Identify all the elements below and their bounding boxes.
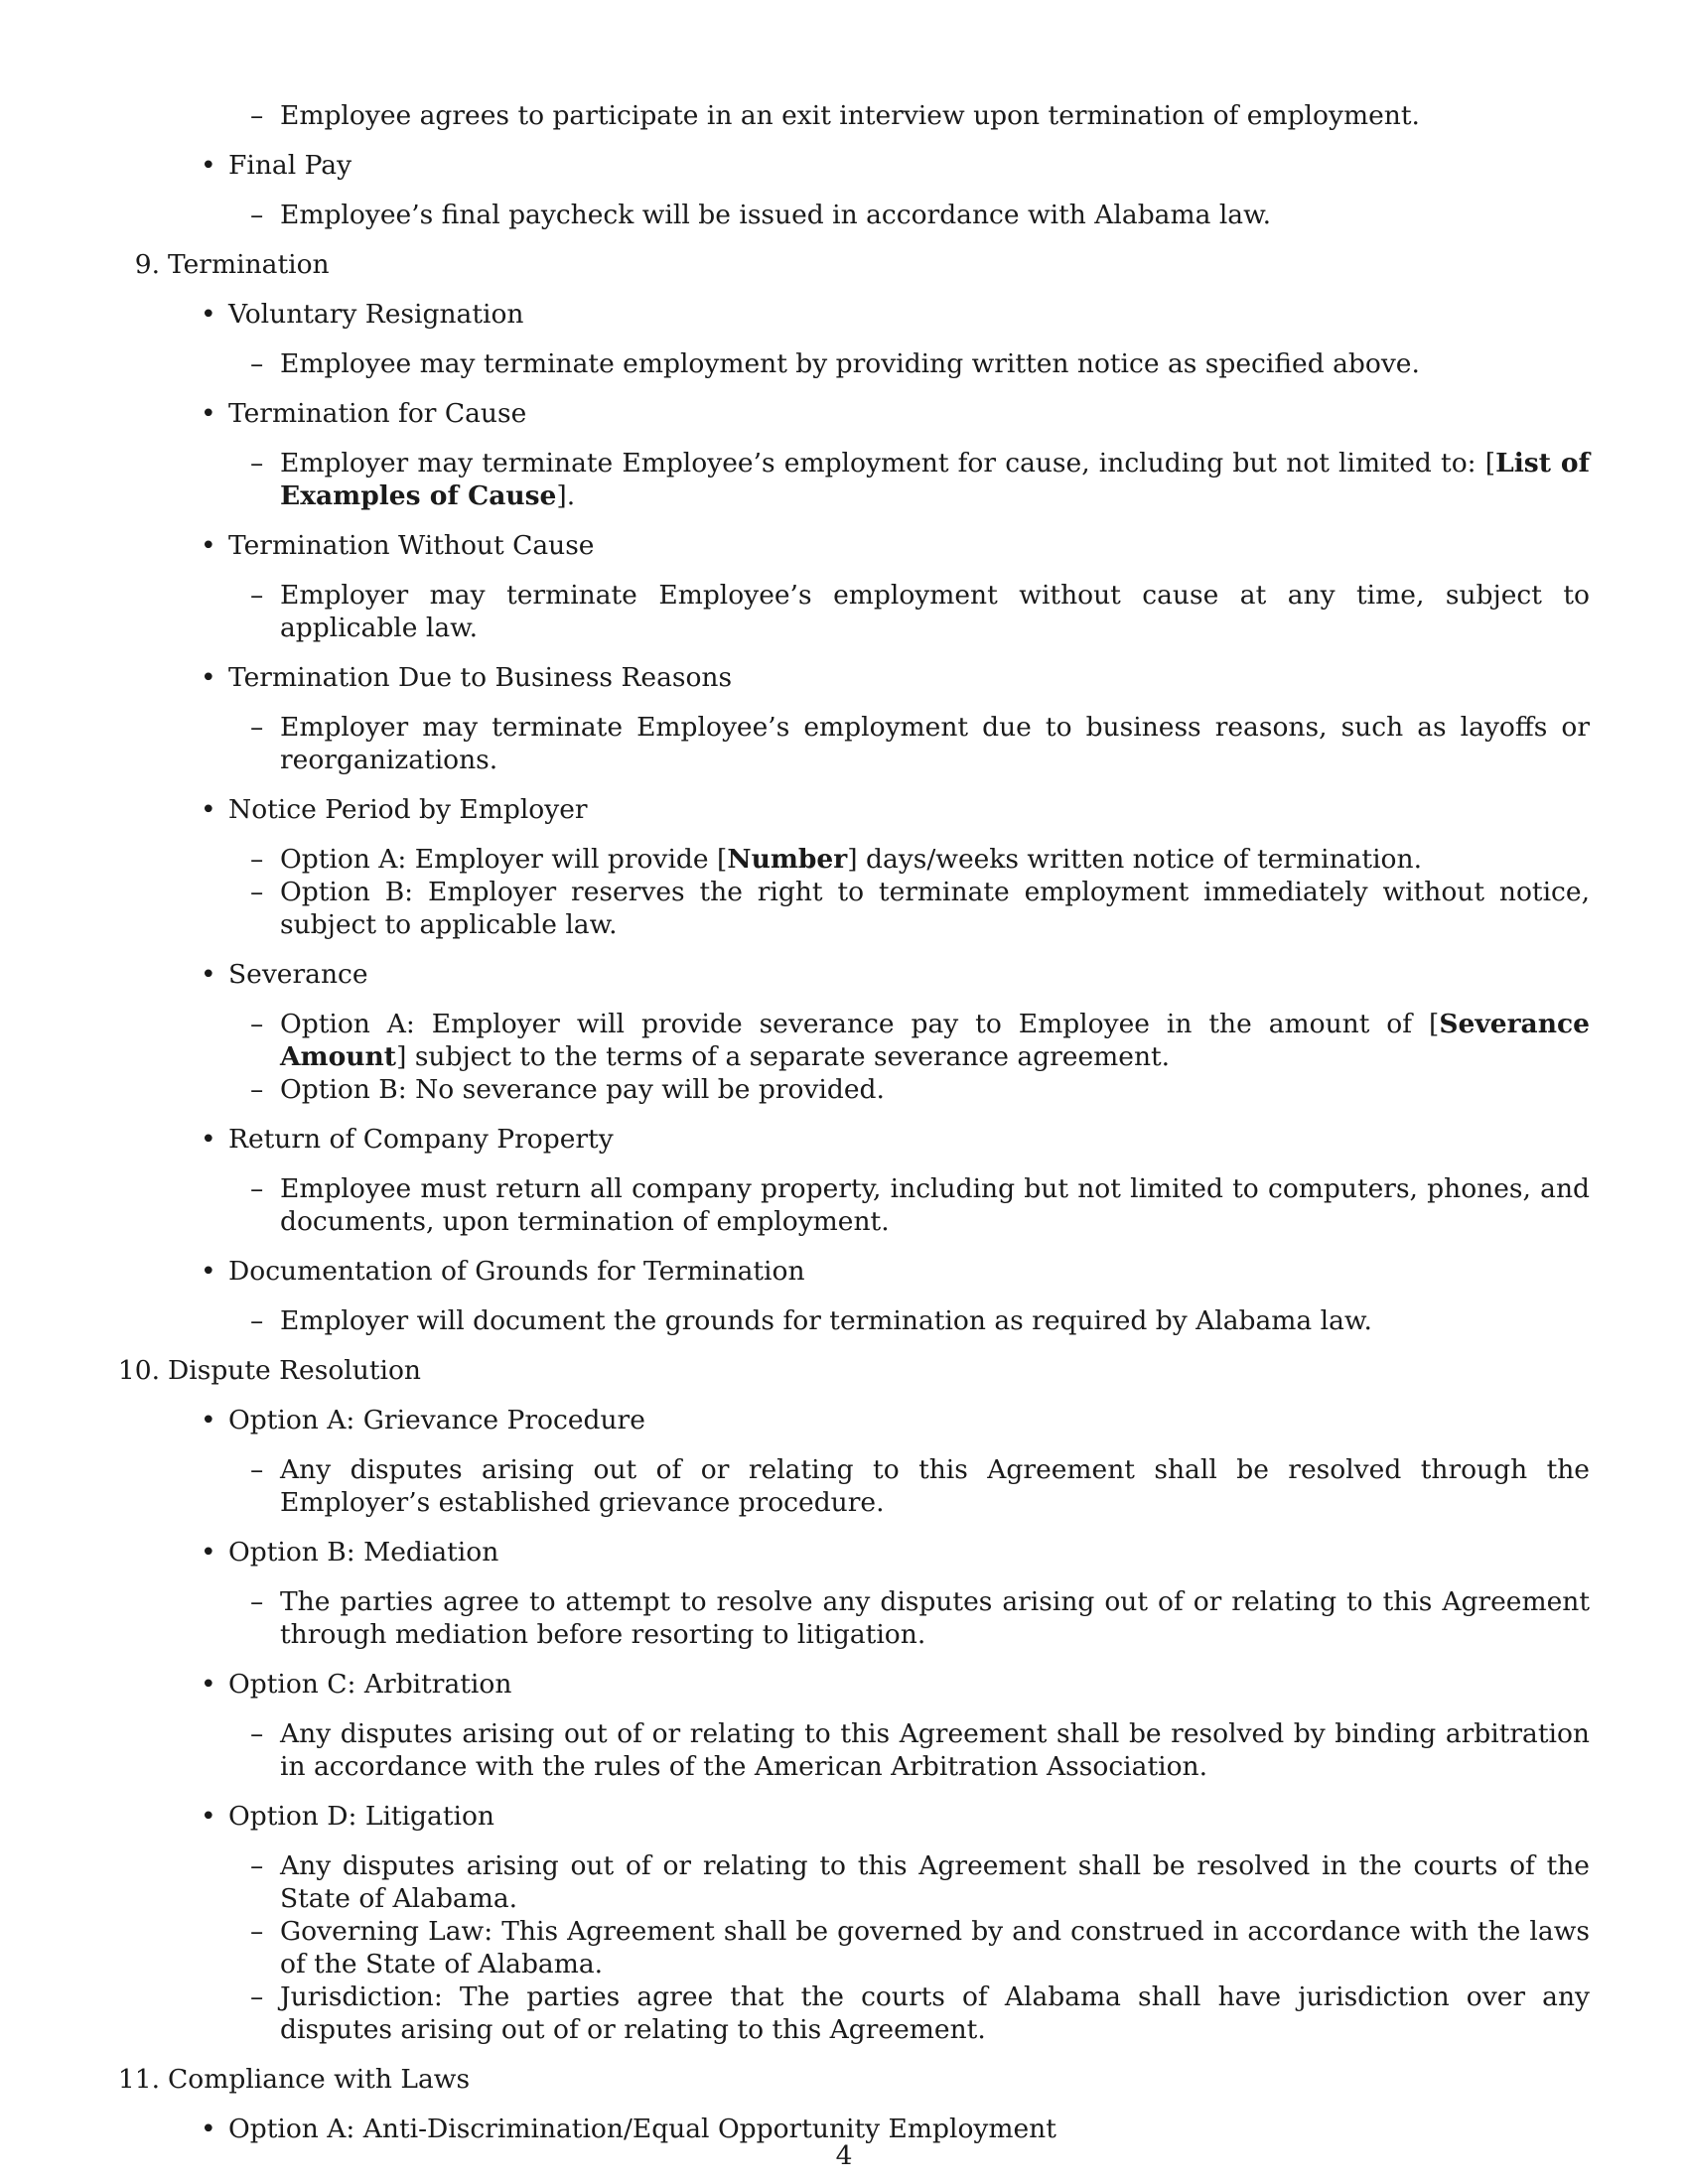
sub-item-business: – Employer may terminate Employee’s employment due to business reasons, such as layoffs or reorganizations.: [250, 712, 1590, 775]
bullet-marker: •: [201, 2114, 216, 2144]
bullet-anti-discrimination: • Option A: Anti-Discrimination/Equal Opportunity Employment: [201, 2114, 1056, 2144]
bullet-marker: •: [201, 794, 216, 825]
sub-item-final-pay: – Employee’s final paycheck will be issued in accordance with Alabama law.: [250, 200, 1272, 230]
bullet-litigation: • Option D: Litigation: [201, 1801, 494, 1832]
section-dispute-resolution: [117, 1354, 1590, 1387]
dash-marker: –: [250, 1850, 264, 1881]
dash-marker: –: [250, 1305, 264, 1336]
bullet-severance: • Severance: [201, 959, 368, 990]
bullet-marker: •: [201, 398, 216, 429]
bullet-marker: •: [201, 1124, 216, 1155]
bullet-return-of-property: • Return of Company Property: [201, 1124, 614, 1155]
sub-item-property: – Employee must return all company property, including but not limited to computers, phones, and documents, upon termination of employment.: [250, 1173, 1590, 1237]
bullet-marker: •: [201, 150, 216, 181]
sub-item-arbitration: – Any disputes arising out of or relating to this Agreement shall be resolved by binding arbitration in accordance with the rules of the American Arbitration Association.: [250, 1718, 1590, 1782]
section-title: Termination: [168, 249, 330, 280]
bullet-notice-period: • Notice Period by Employer: [201, 794, 588, 825]
dash-marker: –: [250, 580, 264, 611]
dash-marker: –: [250, 1718, 264, 1749]
dash-marker: –: [250, 1981, 264, 2012]
sub-item-litigation: – Any disputes arising out of or relating to this Agreement shall be resolved in the courts of the State of Alabama.: [250, 1850, 1590, 1914]
section-termination: [134, 248, 1590, 281]
sub-item-notice-option-a: – Option A: Employer will provide [Number] days/weeks written notice of termination.: [250, 844, 1423, 875]
bullet-marker: •: [201, 1256, 216, 1287]
dash-marker: –: [250, 348, 264, 379]
bullet-final-pay: • Final Pay: [201, 150, 352, 181]
bullet-termination-without-cause: • Termination Without Cause: [201, 530, 595, 561]
sub-item-severance-option-a: – Option A: Employer will provide severance pay to Employee in the amount of [Severance Amount] subject to the terms of a separate severance agreement.: [250, 1009, 1590, 1072]
sub-item-voluntary: – Employee may terminate employment by providing written notice as specified above.: [250, 348, 1420, 379]
bullet-marker: •: [201, 530, 216, 561]
page-number: 4: [835, 2140, 853, 2171]
sub-item-documentation: – Employer will document the grounds for termination as required by Alabama law.: [250, 1305, 1372, 1336]
bullet-mediation: • Option B: Mediation: [201, 1537, 499, 1568]
bullet-marker: •: [201, 959, 216, 990]
section-title: Compliance with Laws: [168, 2064, 471, 2095]
placeholder-severance-amount: Severance Amount: [280, 1009, 1590, 1072]
dash-marker: –: [250, 100, 264, 131]
sub-item-grievance: – Any disputes arising out of or relating to this Agreement shall be resolved through the Employer’s established grievance procedure.: [250, 1454, 1590, 1518]
sub-item-governing-law: – Governing Law: This Agreement shall be governed by and construed in accordance with the laws of the State of Alabama.: [250, 1916, 1590, 1979]
dash-marker: –: [250, 1916, 264, 1947]
dash-marker: –: [250, 1173, 264, 1204]
bullet-grievance-procedure: • Option A: Grievance Procedure: [201, 1405, 645, 1435]
section-number: 11.: [117, 2064, 160, 2095]
sub-item-without-cause: – Employer may terminate Employee’s employment without cause at any time, subject to applicable law.: [250, 580, 1590, 643]
section-compliance-with-laws: [117, 2063, 1590, 2096]
dash-marker: –: [250, 1074, 264, 1105]
bullet-documentation: • Documentation of Grounds for Termination: [201, 1256, 805, 1287]
dash-marker: –: [250, 844, 264, 875]
sub-item-mediation: – The parties agree to attempt to resolve any disputes arising out of or relating to this Agreement through mediation before resorting to litigation.: [250, 1586, 1590, 1650]
placeholder-number: Number: [727, 844, 848, 875]
sub-item-jurisdiction: – Jurisdiction: The parties agree that the courts of Alabama shall have jurisdiction over any disputes arising out of or relating to this Agreement.: [250, 1981, 1590, 2045]
bullet-voluntary-resignation: • Voluntary Resignation: [201, 299, 524, 330]
section-number: 10.: [117, 1355, 160, 1386]
dash-marker: –: [250, 712, 264, 743]
bullet-marker: •: [201, 1405, 216, 1435]
sub-item-cause: – Employer may terminate Employee’s employment for cause, including but not limited to: [List of Examples of Cause].: [250, 448, 1590, 511]
bullet-marker: •: [201, 1801, 216, 1832]
bullet-termination-for-cause: • Termination for Cause: [201, 398, 527, 429]
dash-marker: –: [250, 200, 264, 230]
sub-item-notice-option-b: – Option B: Employer reserves the right to terminate employment immediately without notice, subject to applicable law.: [250, 877, 1590, 940]
dash-marker: –: [250, 1586, 264, 1617]
bullet-arbitration: • Option C: Arbitration: [201, 1669, 512, 1700]
dash-marker: –: [250, 1009, 264, 1039]
bullet-marker: •: [201, 662, 216, 693]
bullet-marker: •: [201, 1669, 216, 1700]
dash-marker: –: [250, 877, 264, 907]
sub-item-exit-interview: – Employee agrees to participate in an exit interview upon termination of employment.: [250, 100, 1420, 131]
sub-item-severance-option-b: – Option B: No severance pay will be provided.: [250, 1074, 885, 1105]
dash-marker: –: [250, 1454, 264, 1485]
placeholder-list-of-examples: List of Examples of Cause: [280, 448, 1590, 511]
bullet-business-reasons: • Termination Due to Business Reasons: [201, 662, 733, 693]
bullet-marker: •: [201, 299, 216, 330]
section-number: 9.: [134, 249, 160, 280]
dash-marker: –: [250, 448, 264, 478]
page-content: [0, 99, 1688, 2145]
bullet-marker: •: [201, 1537, 216, 1568]
section-title: Dispute Resolution: [168, 1355, 421, 1386]
